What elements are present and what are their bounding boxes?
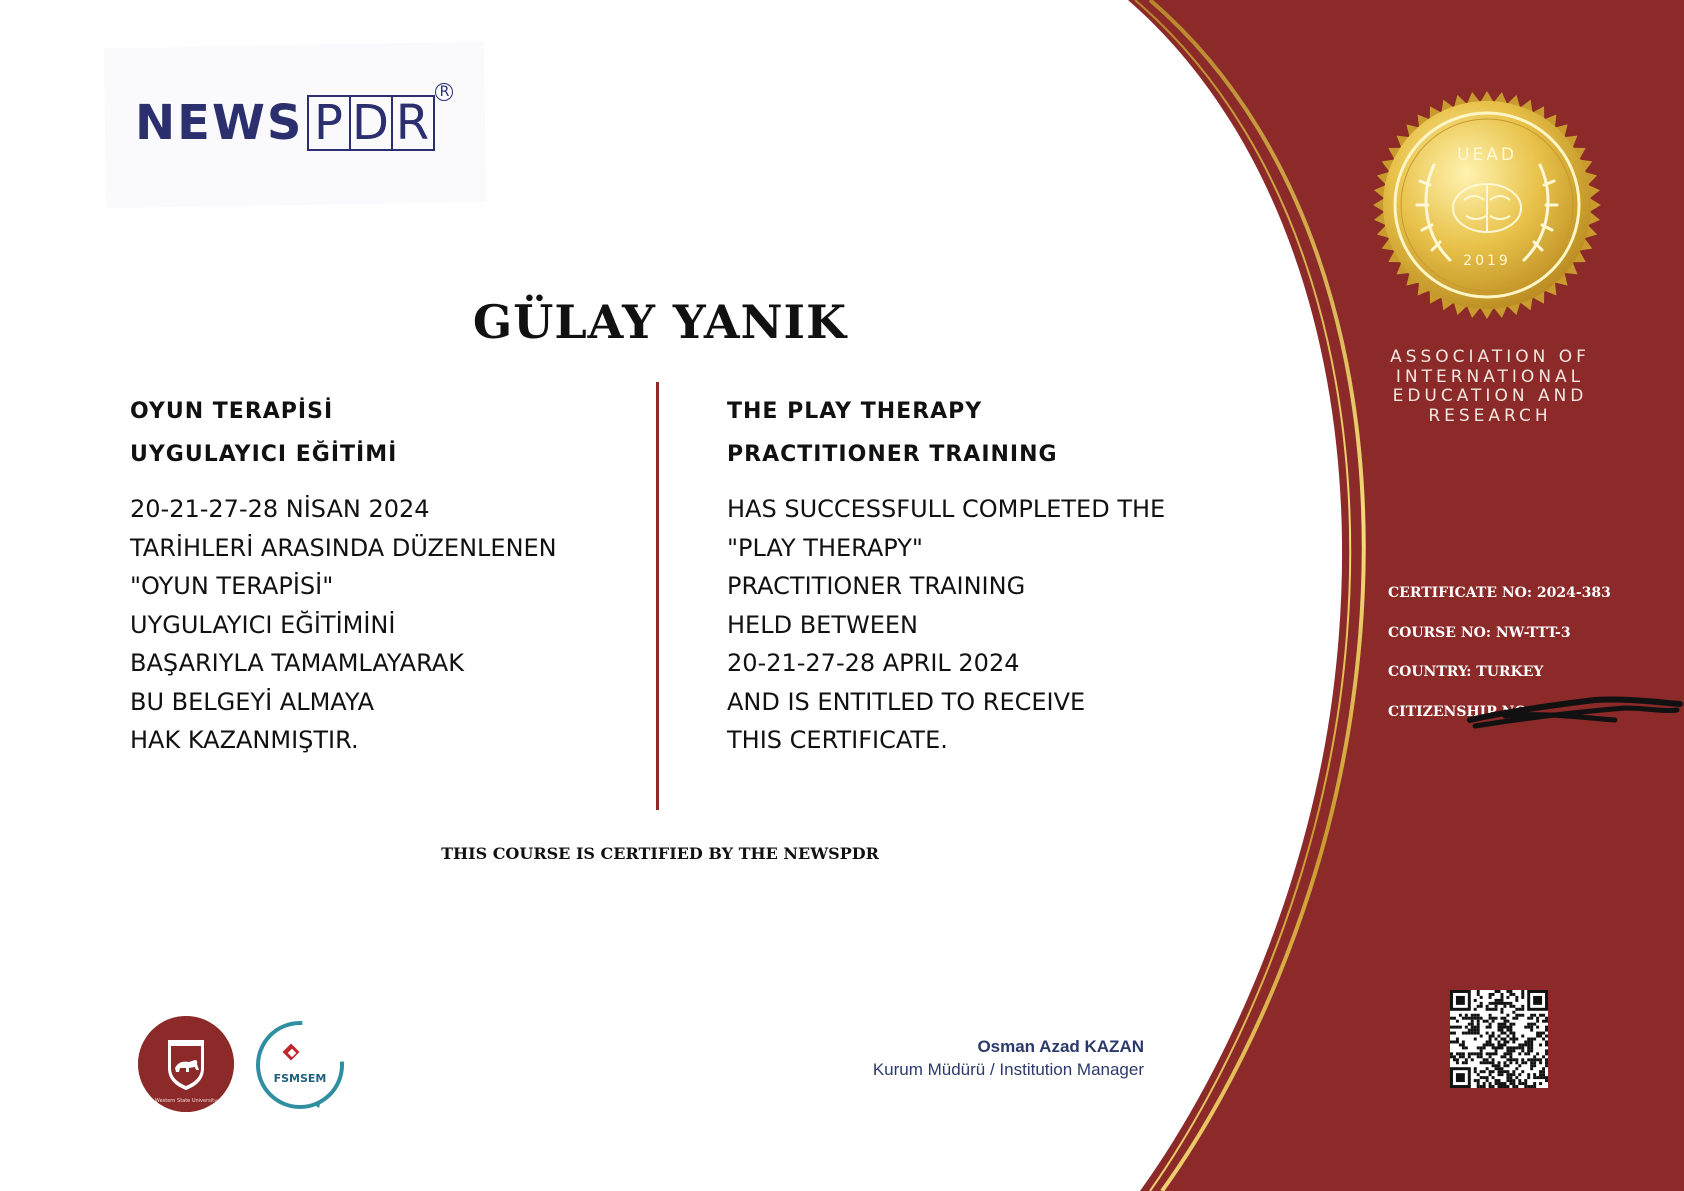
left-body-line: BAŞARIYLA TAMAMLAYARAK (130, 649, 464, 677)
left-heading-line: UYGULAYICI EĞİTİMİ (130, 442, 398, 467)
right-heading (727, 390, 1247, 476)
qr-code-icon (1450, 990, 1548, 1088)
left-heading (130, 390, 630, 476)
citizenship-no: CITIZENSHIP NO: (1388, 703, 1532, 720)
logo-letter: D (351, 97, 393, 149)
seal-caption-line: ASSOCIATION OF (1390, 347, 1590, 367)
right-body-line: PRACTITIONER TRAINING (727, 572, 1026, 600)
left-body-line: UYGULAYICI EĞİTİMİNİ (130, 610, 396, 639)
right-heading-line: PRACTITIONER TRAINING (727, 442, 1058, 467)
logo-letter: P (309, 97, 351, 149)
logo-pdr-boxes (307, 95, 435, 151)
wsu-caption: Western State University (154, 1098, 218, 1104)
right-heading-line: THE PLAY THERAPY (727, 399, 983, 424)
seal-year-text: 2019 (1463, 253, 1511, 269)
fsmsem-text: FSMSEM (273, 1072, 327, 1085)
signatory-name: Osman Azad KAZAN (977, 1037, 1144, 1056)
country: COUNTRY: TURKEY (1388, 664, 1544, 680)
seal-caption-line: INTERNATIONAL (1395, 366, 1585, 387)
right-body-line: THIS CERTIFICATE. (727, 726, 948, 754)
left-body-line: 20-21-27-28 NİSAN 2024 (130, 495, 430, 523)
course-no: COURSE NO: NW-TTT-3 (1388, 624, 1571, 641)
left-body-line: "OYUN TERAPİSİ" (130, 572, 334, 600)
left-body (130, 490, 630, 760)
recipient-name: GÜLAY YANIK (472, 295, 848, 349)
certified-by-line: THIS COURSE IS CERTIFIED BY THE NEWSPDR (441, 844, 879, 863)
certificate-no: CERTIFICATE NO: 2024-383 (1388, 585, 1611, 601)
fsmsem-logo-icon (253, 1018, 347, 1112)
wsu-bear-logo-icon (138, 1016, 234, 1112)
seal-caption-line: EDUCATION AND (1392, 386, 1588, 406)
left-body-line: BU BELGEYİ ALMAYA (130, 687, 375, 716)
right-body-line: HELD BETWEEN (727, 610, 918, 639)
right-body-line: "PLAY THERAPY" (727, 533, 923, 562)
right-body-line: AND IS ENTITLED TO RECEIVE (727, 687, 1086, 716)
logo-letter: R (395, 95, 432, 151)
seal-caption (1355, 348, 1625, 426)
uead-seal-icon (1372, 90, 1602, 320)
logo-news-text: NEWS (135, 95, 304, 151)
column-divider (656, 382, 659, 810)
right-body-line: 20-21-27-28 APRIL 2024 (727, 649, 1020, 677)
registered-mark-icon: R (435, 83, 453, 101)
signature-block (873, 1037, 1144, 1080)
right-body (727, 490, 1247, 760)
redaction-scribble (1465, 690, 1684, 730)
left-heading-line: OYUN TERAPİSİ (130, 399, 334, 424)
seal-top-text: UEAD (1457, 145, 1517, 165)
left-column-turkish (130, 390, 630, 760)
signatory-title: Kurum Müdürü / Institution Manager (872, 1060, 1144, 1079)
left-body-line: HAK KAZANMIŞTIR. (130, 726, 359, 754)
right-column-english (727, 390, 1247, 760)
seal-caption-line: RESEARCH (1428, 405, 1552, 426)
left-body-line: TARİHLERİ ARASINDA DÜZENLENEN (130, 533, 557, 562)
right-body-line: HAS SUCCESSFULL COMPLETED THE (727, 495, 1166, 523)
newspdr-logo (135, 84, 450, 151)
